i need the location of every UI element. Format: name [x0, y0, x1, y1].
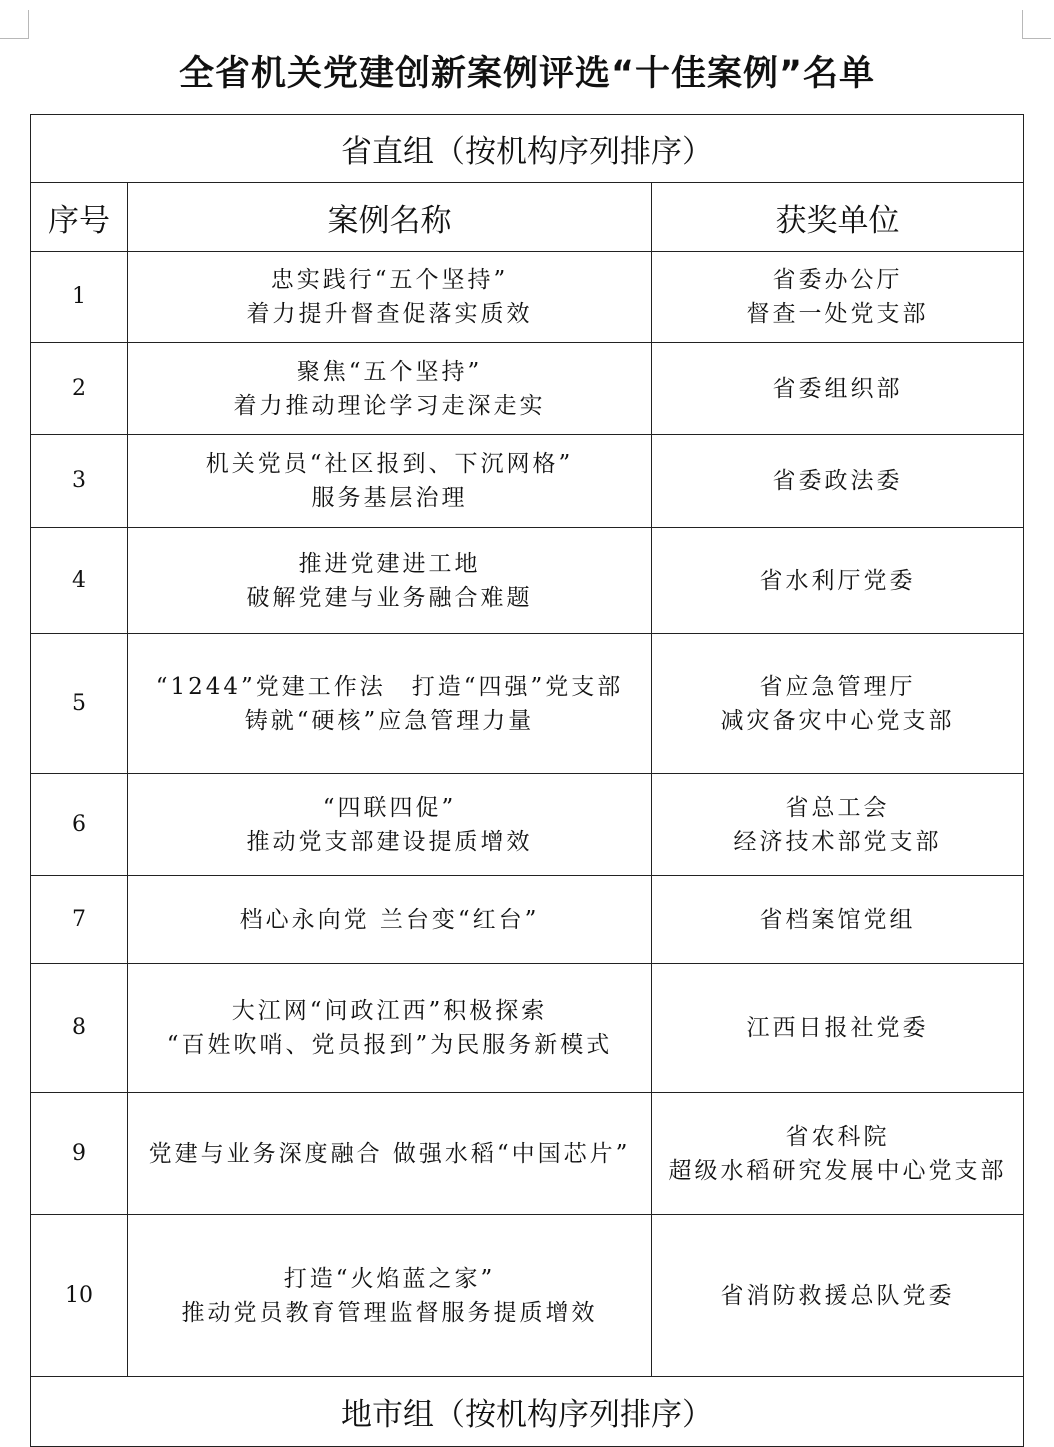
group-title-provincial: 省直组（按机构序列排序） [31, 115, 1024, 183]
award-unit: 省水利厅党委 [652, 528, 1024, 634]
case-name: 忠实践行“五个坚持” 着力提升督查促落实质效 [128, 252, 652, 343]
row-number: 5 [31, 634, 128, 774]
case-name: 党建与业务深度融合 做强水稻“中国芯片” [128, 1093, 652, 1215]
table-row [31, 343, 1024, 435]
group-header-row [31, 115, 1024, 183]
award-unit: 省总工会 经济技术部党支部 [652, 774, 1024, 876]
group-header-row [31, 1377, 1024, 1447]
document-title: 全省机关党建创新案例评选“十佳案例”名单 [178, 54, 875, 94]
row-number: 9 [31, 1093, 128, 1215]
award-unit: 省档案馆党组 [652, 876, 1024, 964]
page-corner-mark-right [1022, 10, 1051, 39]
row-number: 1 [31, 252, 128, 343]
table-row [31, 964, 1024, 1093]
award-table [30, 114, 1024, 1447]
award-unit: 省消防救援总队党委 [652, 1215, 1024, 1377]
case-name: “四联四促” 推动党支部建设提质增效 [128, 774, 652, 876]
table-row [31, 528, 1024, 634]
award-unit: 省委政法委 [652, 435, 1024, 528]
table-row [31, 1093, 1024, 1215]
case-name: “1244”党建工作法 打造“四强”党支部 铸就“硬核”应急管理力量 [128, 634, 652, 774]
award-unit: 江西日报社党委 [652, 964, 1024, 1093]
row-number: 4 [31, 528, 128, 634]
case-name: 大江网“问政江西”积极探索 “百姓吹哨、党员报到”为民服务新模式 [128, 964, 652, 1093]
table-row [31, 634, 1024, 774]
row-number: 3 [31, 435, 128, 528]
header-number: 序号 [31, 183, 128, 252]
row-number: 10 [31, 1215, 128, 1377]
case-name: 档心永向党 兰台变“红台” [128, 876, 652, 964]
case-name: 机关党员“社区报到、下沉网格” 服务基层治理 [128, 435, 652, 528]
case-name: 打造“火焰蓝之家” 推动党员教育管理监督服务提质增效 [128, 1215, 652, 1377]
award-unit: 省农科院 超级水稻研究发展中心党支部 [652, 1093, 1024, 1215]
table-row [31, 435, 1024, 528]
group-title-city: 地市组（按机构序列排序） [31, 1377, 1024, 1447]
row-number: 8 [31, 964, 128, 1093]
header-award-unit: 获奖单位 [652, 183, 1024, 252]
page-corner-mark-left [0, 10, 29, 39]
table-row [31, 252, 1024, 343]
case-name: 推进党建进工地 破解党建与业务融合难题 [128, 528, 652, 634]
table-row [31, 1215, 1024, 1377]
row-number: 6 [31, 774, 128, 876]
case-name: 聚焦“五个坚持” 着力推动理论学习走深走实 [128, 343, 652, 435]
award-unit: 省委办公厅 督查一处党支部 [652, 252, 1024, 343]
column-header-row [31, 183, 1024, 252]
table-row [31, 774, 1024, 876]
row-number: 7 [31, 876, 128, 964]
row-number: 2 [31, 343, 128, 435]
award-unit: 省应急管理厅 减灾备灾中心党支部 [652, 634, 1024, 774]
table-row [31, 876, 1024, 964]
award-unit: 省委组织部 [652, 343, 1024, 435]
header-case-name: 案例名称 [128, 183, 652, 252]
